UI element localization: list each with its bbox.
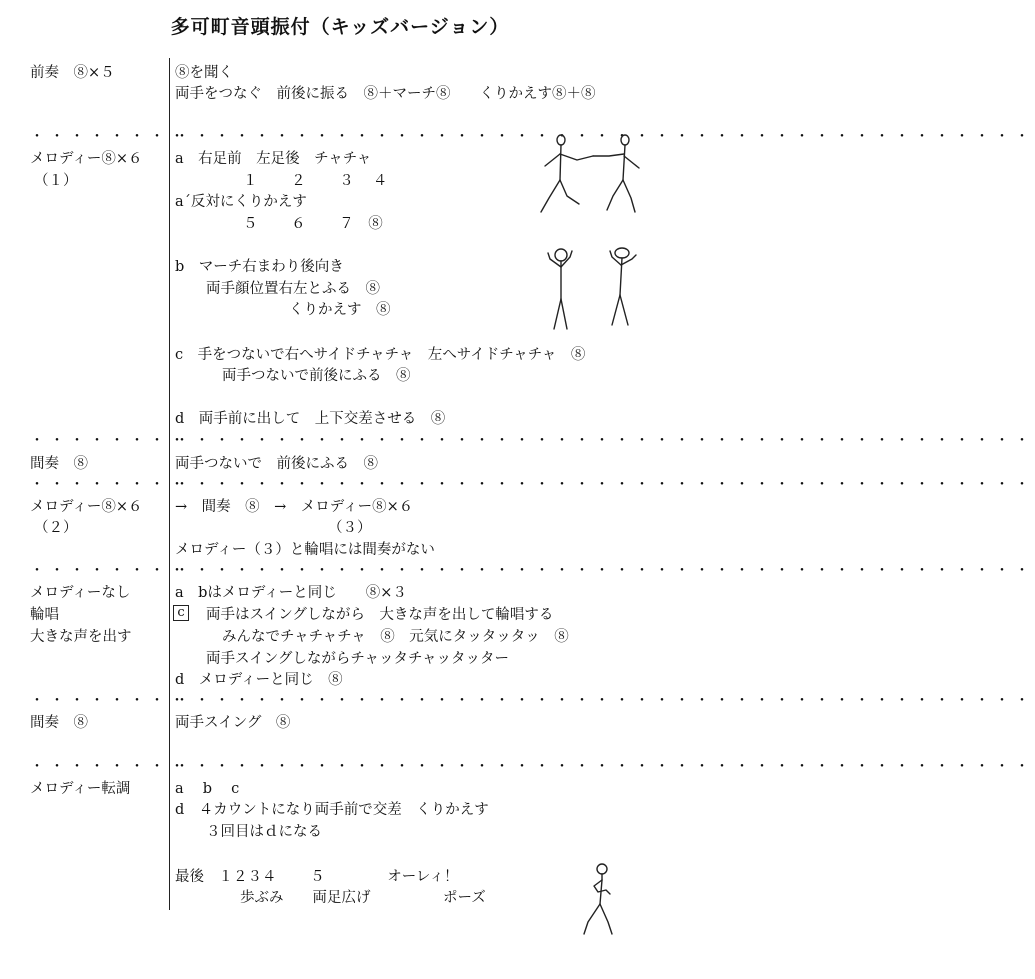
- dot-separator: ・・・・・・・・: [30, 477, 190, 493]
- dot-separator-right: ・・・・・・・・・・・・・・・・・・・・・・・・・・・・・・・・・・・・・・・・・・・: [175, 129, 1035, 145]
- step-b-line-2: 両手顔位置右左とふる ⑧: [206, 281, 380, 297]
- melody-2-line-3: メロディー（３）と輪唱には間奏がない: [175, 542, 435, 558]
- dot-separator-right: ・・・・・・・・・・・・・・・・・・・・・・・・・・・・・・・・・・・・・・・・・・・: [175, 759, 1035, 775]
- step-a-prime-line: a´反対にくりかえす: [175, 194, 307, 210]
- rinsho-line-5: d メロディーと同じ ⑧: [175, 672, 343, 688]
- step-c-line-2: 両手つないで前後にふる ⑧: [222, 368, 411, 384]
- zensou-line-2: 両手をつなぐ 前後に振る ⑧＋マーチ⑧ くりかえす⑧＋⑧: [175, 86, 596, 102]
- final-line-2: 歩ぶみ 両足広げ ポーズ: [240, 890, 486, 906]
- rinsho-line-2: 両手はスイングしながら 大きな声を出して輪唱する: [206, 607, 554, 623]
- label-zensou: 前奏 ⑧×５: [30, 65, 115, 81]
- kansou-2-line: 両手スイング ⑧: [175, 715, 291, 731]
- arms-up-figures-icon: [540, 245, 650, 335]
- label-tenchou: メロディー転調: [30, 781, 131, 797]
- final-line-1: 最後 １２３４ ５ オーレィ！: [175, 869, 459, 885]
- melody-2-line-1: → 間奏 ⑧ → メロディー⑧×６: [175, 499, 414, 515]
- melody-2-line-2: （３）: [328, 520, 372, 536]
- step-a-prime-counts: ５ ６ ７ ⑧: [243, 216, 383, 232]
- dot-separator-right: ・・・・・・・・・・・・・・・・・・・・・・・・・・・・・・・・・・・・・・・・・・・: [175, 477, 1035, 493]
- dot-separator: ・・・・・・・・: [30, 563, 190, 579]
- dot-separator: ・・・・・・・・: [30, 129, 190, 145]
- label-melody-1-number: （１）: [34, 173, 78, 189]
- tenchou-line-2: d ４カウントになり両手前で交差 くりかえす: [175, 802, 489, 818]
- tenchou-line-3: ３回目はｄになる: [206, 824, 322, 840]
- step-c-line-1: c 手をつないで右へサイドチャチャ 左へサイドチャチャ ⑧: [175, 347, 586, 363]
- step-a-counts: １ ２ ３ ４: [243, 173, 388, 189]
- step-b-line-1: b マーチ右まわり後向き: [175, 259, 344, 275]
- boxed-c-label: c: [173, 605, 189, 621]
- dot-separator-right: ・・・・・・・・・・・・・・・・・・・・・・・・・・・・・・・・・・・・・・・・・・・: [175, 433, 1035, 449]
- label-no-melody: メロディーなし: [30, 585, 131, 601]
- rinsho-line-3: みんなでチャチャチャ ⑧ 元気にタッタッタッ ⑧: [222, 629, 569, 645]
- label-kansou-1: 間奏 ⑧: [30, 456, 88, 472]
- label-melody-2-number: （２）: [34, 520, 78, 536]
- dot-separator: ・・・・・・・・: [30, 433, 190, 449]
- rinsho-line-4: 両手スイングしながらチャッタチャッタッター: [206, 651, 510, 667]
- step-d-line: d 両手前に出して 上下交差させる ⑧: [175, 411, 446, 427]
- page-title: 多可町音頭振付（キッズバージョン）: [170, 16, 510, 38]
- rinsho-line-1: a bはメロディーと同じ ⑧×３: [175, 585, 407, 601]
- dot-separator-right: ・・・・・・・・・・・・・・・・・・・・・・・・・・・・・・・・・・・・・・・・・・・: [175, 563, 1035, 579]
- label-melody-1: メロディー⑧×６: [30, 151, 143, 167]
- pose-figure-icon: [580, 860, 630, 940]
- tenchou-line-1: a b c: [175, 781, 240, 797]
- label-rinsho: 輪唱: [30, 607, 59, 623]
- step-a-line: a 右足前 左足後 チャチャ: [175, 151, 372, 167]
- kansou-1-line: 両手つないで 前後にふる ⑧: [175, 456, 378, 472]
- dot-separator-right: ・・・・・・・・・・・・・・・・・・・・・・・・・・・・・・・・・・・・・・・・・・・: [175, 693, 1035, 709]
- zensou-line-1: ⑧を聞く: [175, 65, 233, 81]
- dancing-pair-figure-icon: [535, 130, 645, 220]
- step-b-line-3: くりかえす ⑧: [289, 302, 391, 318]
- label-melody-2: メロディー⑧×６: [30, 499, 143, 515]
- label-kansou-2: 間奏 ⑧: [30, 715, 88, 731]
- label-loud-voice: 大きな声を出す: [30, 629, 132, 645]
- dot-separator: ・・・・・・・・: [30, 693, 190, 709]
- dot-separator: ・・・・・・・・: [30, 759, 190, 775]
